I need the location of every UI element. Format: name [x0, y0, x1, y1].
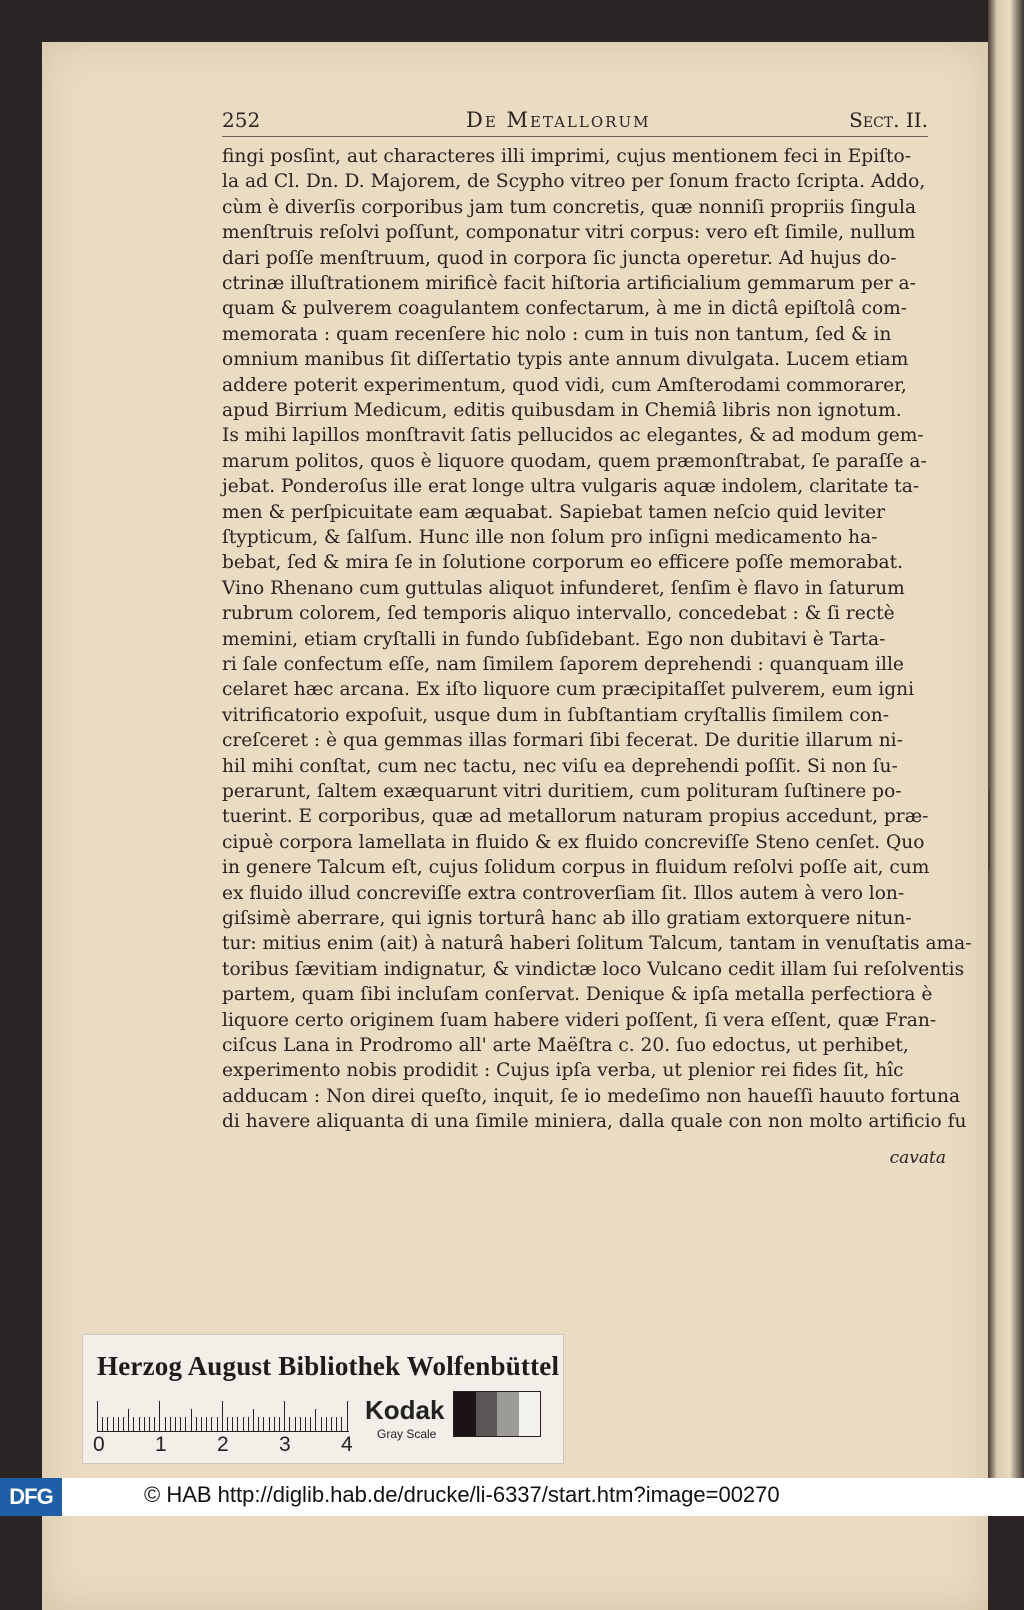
gray-scale-swatches	[453, 1391, 541, 1437]
ruler-tick	[144, 1417, 145, 1431]
text-line: cùm è diverſis corporibus jam tum concretis, quæ nonniſi propriis ſingula	[222, 196, 917, 218]
text-line: in genere Talcum eſt, cujus ſolidum corpus in fluidum reſolvi poſſe ait, cum	[222, 857, 930, 879]
ruler-tick	[341, 1417, 342, 1431]
ruler-tick	[248, 1417, 249, 1431]
page-number: 252	[222, 108, 261, 132]
ruler-tick	[107, 1417, 108, 1431]
page-edge-mark	[988, 850, 990, 870]
catchword: cavata	[889, 1148, 946, 1168]
ruler-tick	[258, 1417, 259, 1431]
ruler-tick	[300, 1417, 301, 1431]
ruler-tick	[305, 1417, 306, 1431]
text-line: tuerint. E corporibus, quæ ad metallorum naturam propius accedunt, præ-	[222, 806, 929, 828]
ruler-number: 3	[279, 1433, 291, 1456]
text-line: celaret hæc arcana. Ex iſto liquore cum præcipitaſſet pulverem, eum igni	[222, 679, 915, 701]
ruler-number: 0	[93, 1433, 105, 1456]
text-line: cipuè corpora lamellata in fluido & ex fluido concreviſſe Steno cenſet. Quo	[222, 831, 925, 853]
ruler-tick	[196, 1417, 197, 1431]
ruler-tick	[253, 1409, 254, 1431]
gray-swatch	[454, 1392, 476, 1436]
ruler-tick	[347, 1401, 348, 1431]
gray-swatch	[497, 1392, 519, 1436]
text-line: Is mihi lapillos monſtravit ſatis pellucidos ac elegantes, & ad modum gem-	[222, 425, 924, 447]
footer-bar	[0, 1478, 1024, 1516]
ruler-tick	[113, 1417, 114, 1431]
text-line: hil mihi conſtat, cum nec tactu, nec viſu ea deprehendi poſſit. Si non ſu-	[222, 755, 898, 777]
ruler-number: 1	[155, 1433, 167, 1456]
text-line: ri ſale confectum eſſe, nam ſimilem ſaporem deprehendi : quanquam ille	[222, 654, 904, 675]
ruler-tick	[139, 1417, 140, 1431]
dfg-logo: DFG	[0, 1478, 62, 1516]
ruler-tick	[165, 1417, 166, 1431]
text-line: liquore certo originem ſuam habere videri poſſent, ſi vera eſſent, quæ Fran-	[222, 1009, 937, 1031]
ruler-tick	[222, 1401, 223, 1431]
ruler-tick	[118, 1417, 119, 1431]
ruler-tick	[279, 1417, 280, 1431]
text-line: rubrum colorem, ſed temporis aliquo intervallo, concedebat : & ſi rectè	[222, 603, 895, 625]
ruler-tick	[159, 1401, 160, 1431]
ruler-tick	[232, 1417, 233, 1431]
text-line: addere poterit experimentum, quod vidi, cum Amſterodami commorarer,	[222, 374, 907, 396]
copyright-link[interactable]: © HAB http://diglib.hab.de/drucke/li-6337/start.htm?image=00270	[144, 1482, 780, 1507]
text-line: ciſcus Lana in Prodromo all' arte Maëſtra c. 20. ſuo edoctus, ut perhibet,	[222, 1035, 909, 1056]
ruler-tick	[217, 1417, 218, 1431]
ruler-tick	[315, 1409, 316, 1431]
ruler-tick	[269, 1417, 270, 1431]
ruler-tick	[154, 1417, 155, 1431]
ruler-tick	[128, 1409, 129, 1431]
ruler-tick	[123, 1417, 124, 1431]
ruler-tick	[191, 1409, 192, 1431]
section-label: Sect. II.	[849, 108, 928, 132]
ruler-tick	[175, 1417, 176, 1431]
gray-swatch	[519, 1392, 541, 1436]
ruler-numbers	[93, 1433, 363, 1457]
ruler-tick	[326, 1417, 327, 1431]
text-line: marum politos, quos è liquore quodam, quem præmonſtrabat, ſe paraſſe a-	[222, 450, 927, 472]
color-calibration-plate	[82, 1334, 564, 1464]
text-line: menſtruis reſolvi poſſunt, componatur vitri corpus: vero eſt ſimile, nullum	[222, 222, 916, 244]
ruler-tick	[185, 1417, 186, 1431]
text-line: jebat. Ponderoſus ille erat longe ultra vulgaris aquæ indolem, claritate ta-	[222, 476, 920, 498]
text-line: Vino Rhenano cum guttulas aliquot infunderet, ſenſim è flavo in ſaturum	[222, 577, 905, 599]
text-line: men & perſpicuitate eam æquabat. Sapiebat tamen neſcio quid leviter	[222, 501, 885, 523]
ruler-number: 2	[217, 1433, 229, 1456]
text-line: apud Birrium Medicum, editis quibusdam in Chemiâ libris non ignotum.	[222, 400, 902, 421]
ruler-tick	[237, 1417, 238, 1431]
page-edge-mark	[988, 790, 990, 850]
gray-swatch	[476, 1392, 498, 1436]
text-line: creſceret : è qua gemmas illas formari ſibi fecerat. De duritie illarum ni-	[222, 730, 903, 752]
ruler-tick	[149, 1417, 150, 1431]
ruler-tick	[274, 1417, 275, 1431]
ruler-tick	[102, 1417, 103, 1431]
ruler-tick	[321, 1417, 322, 1431]
ruler-number: 4	[341, 1433, 353, 1456]
text-line: ſtypticum, & ſalſum. Hunc ille non ſolum pro inſigni medicamento ha-	[222, 527, 878, 548]
text-line: adducam : Non direi queſto, inquit, ſe io medeſimo non haueſſi hauuto fortuna	[222, 1085, 961, 1107]
text-line: toribus ſævitiam indignatur, & vindictæ loco Vulcano cedit illam ſui reſolventis	[222, 958, 965, 980]
ruler-tick	[201, 1417, 202, 1431]
ruler-tick	[211, 1417, 212, 1431]
text-line: ex fluido illud concreviſſe extra controverſiam ſit. Illos autem à vero lon-	[222, 882, 905, 904]
facing-page-edge	[988, 0, 1024, 1478]
text-line: bebat, ſed & mira ſe in ſolutione corporum eo efficere poſſe memorabat.	[222, 552, 904, 574]
text-line: quam & pulverem coagulantem confectarum, à me in dictâ epiſtolâ com-	[222, 298, 908, 320]
ruler-tick	[227, 1417, 228, 1431]
measurement-ruler	[97, 1399, 349, 1432]
text-line: vitrificatorio expoſuit, usque dum in ſubſtantiam cryſtallis ſimilem con-	[222, 704, 890, 726]
text-line: memini, etiam cryſtalli in fundo ſubſidebant. Ego non dubitavi è Tarta-	[222, 628, 886, 650]
text-line: dari poſſe menſtruum, quod in corpora ſic juncta operetur. Ad hujus do-	[222, 247, 897, 269]
kodak-logo: Kodak	[365, 1395, 445, 1425]
ruler-tick	[133, 1417, 134, 1431]
running-head	[222, 108, 928, 136]
ruler-tick	[331, 1417, 332, 1431]
ruler-tick	[206, 1417, 207, 1431]
text-line: ctrinæ illuſtrationem mirificè facit hiſtoria artificialium gemmarum per a-	[222, 273, 916, 294]
ruler-tick	[289, 1417, 290, 1431]
ruler-tick	[310, 1417, 311, 1431]
institution-name: Herzog August Bibliothek Wolfenbüttel	[97, 1351, 560, 1381]
text-line: di havere aliquanta di una ſimile miniera, dalla quale con non molto artificio fu	[222, 1111, 967, 1133]
ruler-tick	[170, 1417, 171, 1431]
text-line: omnium manibus ſit diſſertatio typis ante annum divulgata. Lucem etiam	[222, 349, 909, 371]
text-line: fingi posſint, aut characteres illi imprimi, cujus mentionem feci in Epiſto-	[222, 146, 911, 167]
text-line: la ad Cl. Dn. D. Majorem, de Scypho vitreo per ſonum fracto ſcripta. Addo,	[222, 171, 926, 193]
head-rule	[222, 136, 928, 137]
ruler-tick	[295, 1417, 296, 1431]
ruler-tick	[263, 1417, 264, 1431]
text-line: memorata : quam recenſere hic nolo : cum in tuis non tantum, ſed & in	[222, 323, 892, 345]
ruler-tick	[97, 1401, 98, 1431]
text-line: perarunt, ſaltem exæquarunt vitri duritiem, cum polituram ſuſtinere po-	[222, 781, 902, 802]
ruler-tick	[243, 1417, 244, 1431]
ruler-tick	[180, 1417, 181, 1431]
ruler-tick	[336, 1417, 337, 1431]
text-line: experimento nobis prodidit : Cujus ipſa verba, ut plenior rei fides ſit, hîc	[222, 1060, 904, 1082]
kodak-subtitle: Gray Scale	[377, 1427, 437, 1441]
text-line: giſsimè aberrare, qui ignis torturâ hanc ab illo gratiam extorquere nitun-	[222, 908, 912, 929]
text-line: partem, quam ſibi incluſam conſervat. Denique & ipſa metalla perfectiora è	[222, 984, 933, 1006]
running-title: De Metallorum	[466, 108, 651, 132]
catchword-row	[222, 1148, 946, 1174]
text-line: tur: mitius enim (ait) à naturâ haberi ſolitum Talcum, tantam in venuſtatis ama-	[222, 933, 972, 955]
ruler-tick	[284, 1401, 285, 1431]
